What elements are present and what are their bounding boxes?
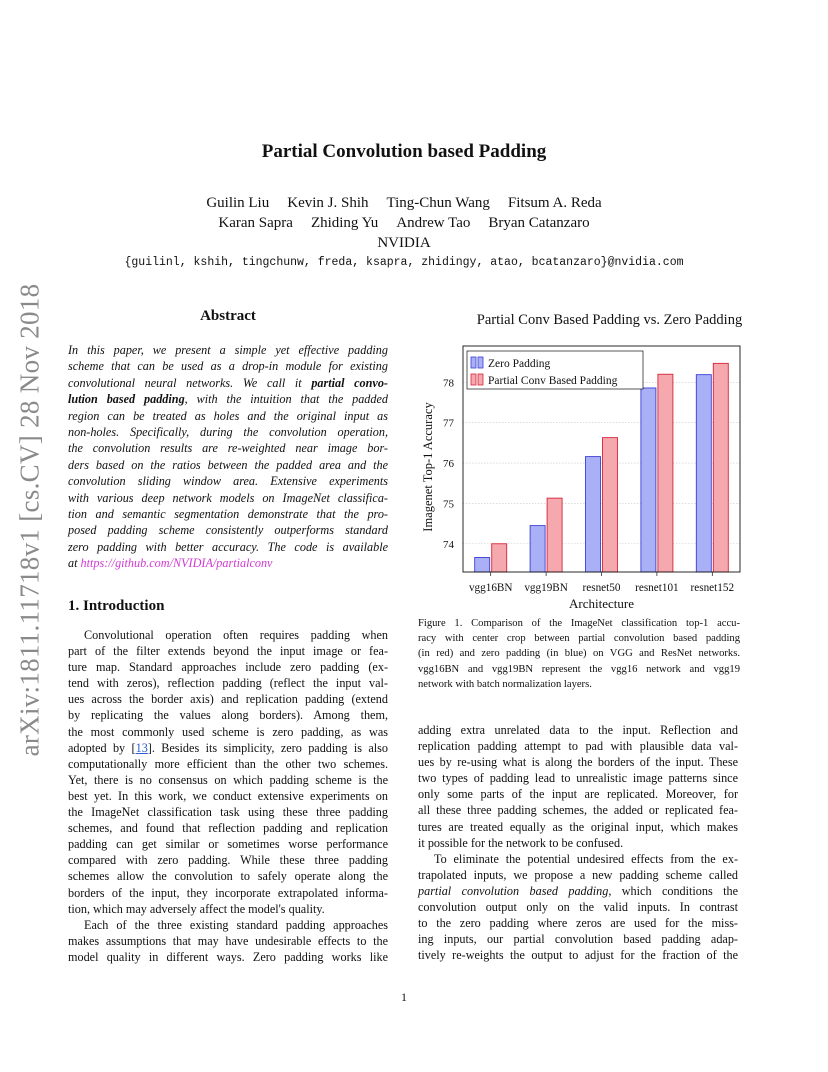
author: Ting-Chun Wang: [386, 195, 490, 211]
bar-partial-conv-vgg16BN: [492, 544, 507, 572]
abstract-line: scheme that can be used as a drop-in module for existing: [68, 359, 388, 374]
bar-chart: [418, 302, 758, 612]
chart-title: Partial Conv Based Padding vs. Zero Padding: [476, 312, 743, 328]
y-tick-label: 76: [443, 458, 454, 471]
body-line: To eliminate the potential undesired effects from the ex-: [434, 851, 738, 866]
bar-partial-conv-vgg19BN: [547, 498, 562, 572]
bar-partial-conv-resnet152: [713, 363, 728, 572]
abstract-heading: Abstract: [200, 308, 256, 324]
author: Karan Sapra: [218, 215, 293, 231]
legend-label: Partial Conv Based Padding: [488, 375, 618, 387]
abstract-line: lution based padding, with the intuition that the padded: [68, 392, 389, 407]
body-line: all these three padding schemes, the added or replicated fea-: [418, 803, 738, 818]
arxiv-stamp-text: arXiv:1811.11718v1 [cs.CV] 28 Nov 2018: [14, 283, 45, 757]
figure-1-chart: [418, 302, 758, 612]
body-line: two types of padding lead to unrealistic image patterns since: [418, 771, 738, 786]
body-line: padding can get similar or sometimes worse performance: [68, 837, 388, 852]
legend-swatch: [478, 374, 483, 385]
body-line: the ImageNet classification task using these three padding: [68, 805, 388, 820]
body-line: tion, which may adversely affect the model's quality.: [68, 901, 325, 916]
legend-swatch: [471, 374, 476, 385]
bar-zero-padding-resnet50: [586, 457, 601, 572]
authors-line-1: [0, 195, 808, 212]
abstract-line: posed padding scheme consistently outperforms standard: [68, 523, 388, 538]
body-line: borders of the input, they incorporate extrapolated informa-: [68, 885, 388, 900]
body-text-left: [68, 627, 388, 965]
abstract-line: convolution sliding window area. Extensive experiments: [68, 474, 388, 489]
body-line: tend with zeros), reflection padding (reflect the input val-: [68, 676, 388, 691]
x-axis-label: Architecture: [569, 596, 634, 611]
bar-partial-conv-resnet101: [658, 374, 673, 572]
body-line: the most commonly used scheme is zero padding, as was: [68, 724, 388, 739]
section-heading: 1. Introduction: [68, 598, 165, 614]
y-tick-label: 77: [443, 417, 454, 430]
bar-zero-padding-resnet152: [696, 375, 711, 572]
body-line: trapolated inputs, we propose a new padding scheme called: [418, 867, 738, 882]
caption-line: network with batch normalization layers.: [418, 678, 592, 690]
body-line: it possible for the network to be confused.: [418, 835, 624, 850]
body-line: to the zero padding where zeros are used for the miss-: [418, 916, 738, 931]
body-line: Convolutional operation often requires padding when: [84, 628, 388, 642]
bar-zero-padding-vgg19BN: [530, 526, 545, 572]
code-link[interactable]: https://github.com/NVIDIA/partialconv: [80, 556, 273, 571]
abstract-line: ders based on the ratios between the padded area and the: [68, 457, 388, 472]
abstract-line: the convolution results are re-weighted near image bor-: [68, 441, 388, 456]
body-line: replication padding attempt to pad with plausible data val-: [418, 739, 738, 754]
bar-partial-conv-resnet50: [603, 438, 618, 572]
legend-swatch: [471, 357, 476, 368]
body-line: ues by re-using what is along the borders of the input. These: [418, 755, 738, 770]
body-line: best yet. In this work, we conduct extensive experiments on: [68, 788, 388, 803]
body-text-right: [418, 722, 738, 963]
caption-line: (in red) and zero padding (in blue) on VGG and ResNet networks.: [418, 648, 740, 660]
abstract-line: with various deep network models on ImageNet classifica-: [68, 490, 388, 505]
body-line: by replicating the values along borders). Among them,: [68, 708, 388, 723]
x-tick-label: resnet152: [690, 582, 735, 594]
x-tick-label: resnet50: [582, 582, 621, 594]
abstract-line: tion and semantic segmentation demonstrate that the pro-: [68, 506, 388, 521]
x-tick-label: vgg19BN: [524, 582, 568, 594]
authors-line-2: [0, 215, 808, 232]
body-line: schemes allow the convolution to safely operate along the: [68, 869, 388, 884]
x-tick-label: resnet101: [635, 582, 679, 594]
body-line: part of the filter extends beyond the input image or fea-: [68, 644, 388, 659]
body-line: Each of the three existing standard padding approaches: [84, 917, 388, 932]
legend-label: Zero Padding: [488, 358, 551, 370]
y-tick-label: 78: [443, 377, 454, 390]
body-line: partial convolution based padding, which conditions the: [418, 883, 739, 898]
author: Kevin J. Shih: [287, 195, 369, 211]
affiliation: NVIDIA: [377, 235, 431, 251]
body-line: Yet, there is no consensus on which padding scheme is the: [68, 772, 388, 787]
abstract-line: region can be treated as holes and the original input as: [68, 408, 388, 423]
caption-line: Figure 1. Comparison of the ImageNet classification top-1 accu-: [418, 618, 740, 629]
author: Andrew Tao: [396, 215, 471, 231]
page-number: 1: [401, 990, 407, 1004]
bar-zero-padding-vgg16BN: [475, 557, 490, 572]
author: Fitsum A. Reda: [507, 195, 602, 211]
caption-line: vgg16BN and vgg19BN represent the vgg16 network and vgg19: [418, 663, 740, 675]
body-line: adding extra unrelated data to the input. Reflection and: [418, 723, 738, 737]
abstract-line: at https://github.com/NVIDIA/partialconv: [68, 556, 273, 571]
abstract-body: [68, 342, 388, 571]
body-line: makes assumptions that may have undesirable effects to the: [68, 933, 388, 948]
abstract-line: convolutional neural networks. We call it partial convo-: [68, 375, 388, 390]
body-line: compared with zero padding. While these three padding: [68, 853, 388, 868]
body-line: model quality in different ways. Zero padding works like: [68, 949, 388, 964]
body-line: convolution output only on the valid inputs. In contrast: [418, 900, 738, 915]
abstract-line: In this paper, we present a simple yet effective padding: [68, 343, 388, 357]
bar-zero-padding-resnet101: [641, 388, 656, 572]
y-axis-label: Imagenet Top-1 Accuracy: [421, 402, 435, 532]
legend-swatch: [478, 357, 483, 368]
y-tick-label: 75: [443, 498, 454, 511]
body-line: adopted by [13]. Besides its simplicity, zero padding is also: [68, 740, 388, 755]
arxiv-stamp: [0, 280, 60, 760]
citation-link[interactable]: 13: [135, 740, 148, 755]
figure-caption: [418, 616, 740, 692]
body-line: ing inputs, our partial convolution based padding adap-: [418, 932, 738, 947]
body-line: tively re-weights the output to adjust for the fraction of the: [418, 948, 738, 963]
body-line: only some parts of the input are replicated. Moreover, for: [418, 787, 738, 802]
paper-title: Partial Convolution based Padding: [261, 141, 547, 162]
body-line: ues across the border axis) and replication padding (extend: [68, 692, 388, 707]
caption-line: racy with center crop between partial convolution based padding: [418, 633, 740, 645]
author: Bryan Catanzaro: [488, 215, 590, 231]
body-line: ture map. Standard approaches include zero padding (ex-: [68, 660, 388, 675]
author: Zhiding Yu: [310, 215, 379, 231]
body-line: tures are treated equally as the original input, which makes: [418, 819, 738, 834]
abstract-line: zero padding with better accuracy. The code is available: [68, 539, 388, 554]
abstract-line: non-holes. Specifically, during the convolution operation,: [68, 424, 388, 439]
body-line: schemes, and found that reflection padding and replication: [68, 821, 388, 836]
author-emails: {guilinl, kshih, tingchunw, freda, ksapra, zhidingy, atao, bcatanzaro}@nvidia.com: [124, 256, 684, 269]
author: Guilin Liu: [206, 195, 270, 211]
body-line: computationally more efficient than the other two schemes.: [68, 756, 388, 771]
y-tick-label: 74: [443, 538, 454, 551]
x-tick-label: vgg16BN: [468, 582, 513, 594]
